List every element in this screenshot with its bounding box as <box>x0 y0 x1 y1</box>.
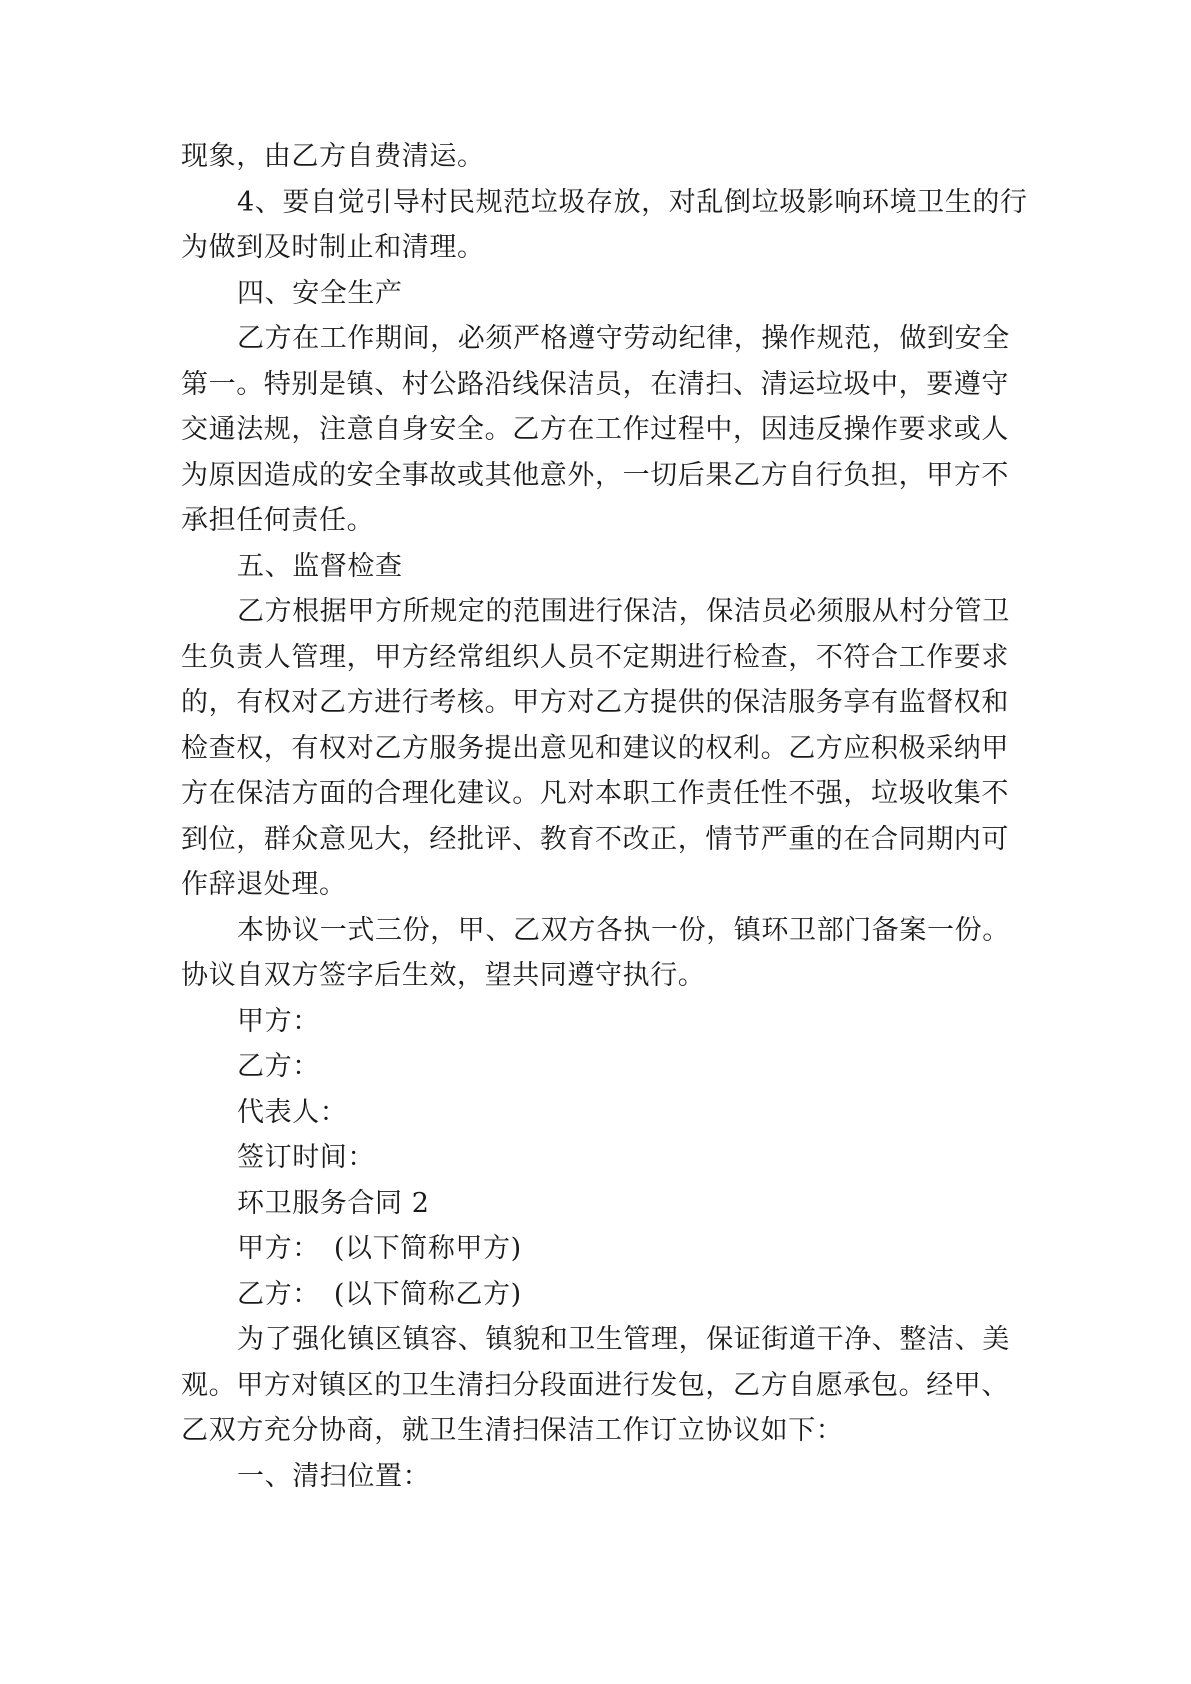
text-line: 4、要自觉引导村民规范垃圾存放，对乱倒垃圾影响环境卫生的行 <box>237 186 1028 218</box>
text-line: 甲方： (以下简称甲方) <box>237 1233 522 1264</box>
text-line: 第一。特别是镇、村公路沿线保洁员，在清扫、清运垃圾中，要遵守 <box>181 368 1009 400</box>
text-line: 交通法规，注意自身安全。乙方在工作过程中，因违反操作要求或人 <box>181 414 1009 445</box>
text-line: 签订时间： <box>237 1142 375 1173</box>
text-line: 本协议一式三份，甲、乙双方各执一份，镇环卫部门备案一份。 <box>237 914 1010 946</box>
text-line: 乙双方充分协商，就卫生清扫保洁工作订立协议如下： <box>181 1415 844 1446</box>
text-line: 观。甲方对镇区的卫生清扫分段面进行发包，乙方自愿承包。经甲、 <box>181 1369 1009 1401</box>
text-line: 作辞退处理。 <box>181 869 347 900</box>
text-line: 乙方根据甲方所规定的范围进行保洁，保洁员必须服从村分管卫 <box>237 596 1010 627</box>
text-line: 现象，由乙方自费清运。 <box>181 141 485 172</box>
text-line: 检查权，有权对乙方服务提出意见和建议的权利。乙方应积极采纳甲 <box>181 732 1009 764</box>
text-line: 为做到及时制止和清理。 <box>181 232 485 263</box>
text-line: 承担任何责任。 <box>181 505 375 536</box>
text-line: 乙方： <box>237 1051 320 1082</box>
text-line: 环卫服务合同 2 <box>237 1187 430 1219</box>
text-line: 乙方在工作期间，必须严格遵守劳动纪律，操作规范，做到安全 <box>237 323 1010 354</box>
text-line: 四、安全生产 <box>237 277 403 309</box>
text-line: 甲方： <box>237 1005 320 1037</box>
text-line: 的，有权对乙方进行考核。甲方对乙方提供的保洁服务享有监督权和 <box>181 687 1009 718</box>
text-line: 乙方： (以下简称乙方) <box>237 1278 522 1310</box>
text-line: 代表人： <box>237 1096 348 1128</box>
text-line: 方在保洁方面的合理化建议。凡对本职工作责任性不强，垃圾收集不 <box>181 778 1009 809</box>
text-line: 到位，群众意见大，经批评、教育不改正，情节严重的在合同期内可 <box>181 823 1009 855</box>
text-line: 生负责人管理，甲方经常组织人员不定期进行检查，不符合工作要求 <box>181 641 1009 673</box>
text-line: 一、清扫位置： <box>237 1460 431 1492</box>
document-body <box>181 134 1028 1499</box>
text-line: 五、监督检查 <box>237 550 403 582</box>
text-line: 为了强化镇区镇容、镇貌和卫生管理，保证街道干净、整洁、美 <box>237 1324 1010 1355</box>
text-line: 协议自双方签字后生效，望共同遵守执行。 <box>181 960 706 991</box>
text-line: 为原因造成的安全事故或其他意外，一切后果乙方自行负担，甲方不 <box>181 459 1009 491</box>
